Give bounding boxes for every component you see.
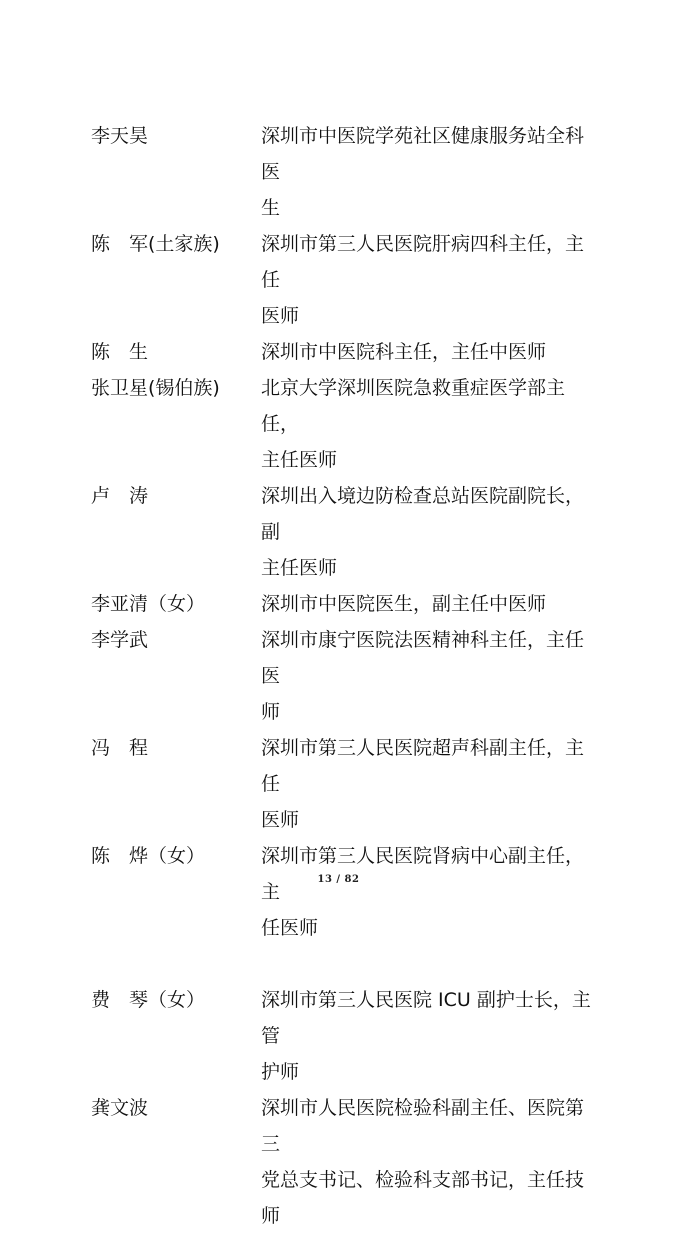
list-item: [0, 478, 677, 586]
list-item: [0, 334, 677, 370]
member-name: 费 琴（女）: [91, 989, 206, 1011]
blank-line: [0, 946, 677, 982]
member-name: 卢 涛: [91, 485, 149, 507]
member-name: 李亚清（女）: [91, 593, 206, 615]
member-title: 深圳市第三人民医院肝病四科主任，主任 医师: [261, 233, 585, 327]
list-item: [0, 838, 677, 946]
list-item: [0, 118, 677, 226]
list-item: [0, 586, 677, 622]
member-title: 深圳出入境边防检查总站医院副院长，副 主任医师: [261, 485, 585, 579]
member-name: 张卫星(锡伯族): [91, 377, 220, 399]
list-item: [0, 730, 677, 838]
list-item: [0, 370, 677, 478]
list-item: [0, 982, 677, 1090]
member-title: 深圳市第三人民医院超声科副主任，主任 医师: [261, 737, 585, 831]
member-name: 陈 烨（女）: [91, 845, 206, 867]
member-title: 深圳市第三人民医院 ICU 副护士长，主管 护师: [261, 989, 591, 1083]
member-name: 李天昊: [91, 125, 149, 147]
member-title: 北京大学深圳医院急救重症医学部主任， 主任医师: [261, 377, 566, 471]
member-title: 深圳市中医院科主任，主任中医师: [261, 341, 547, 363]
member-title: 深圳市第三人民医院肾病中心副主任，主 任医师: [261, 845, 585, 939]
member-title: 深圳市中医院学苑社区健康服务站全科医 生: [261, 125, 585, 219]
list-item: [0, 226, 677, 334]
member-title: 深圳市康宁医院法医精神科主任，主任医 师: [261, 629, 585, 723]
page-number: 13 / 82: [317, 874, 360, 885]
list-item: [0, 622, 677, 730]
member-name: 冯 程: [91, 737, 149, 759]
member-list: [0, 118, 677, 1234]
member-title: 深圳市中医院医生，副主任中医师: [261, 593, 547, 615]
member-name: 陈 生: [91, 341, 149, 363]
member-name: 陈 军(土家族): [91, 233, 220, 255]
member-name: 李学武: [91, 629, 149, 651]
list-item: [0, 1090, 677, 1234]
member-name: 龚文波: [91, 1097, 149, 1119]
member-title: 深圳市人民医院检验科副主任、医院第三 党总支书记、检验科支部书记，主任技师: [261, 1097, 585, 1227]
